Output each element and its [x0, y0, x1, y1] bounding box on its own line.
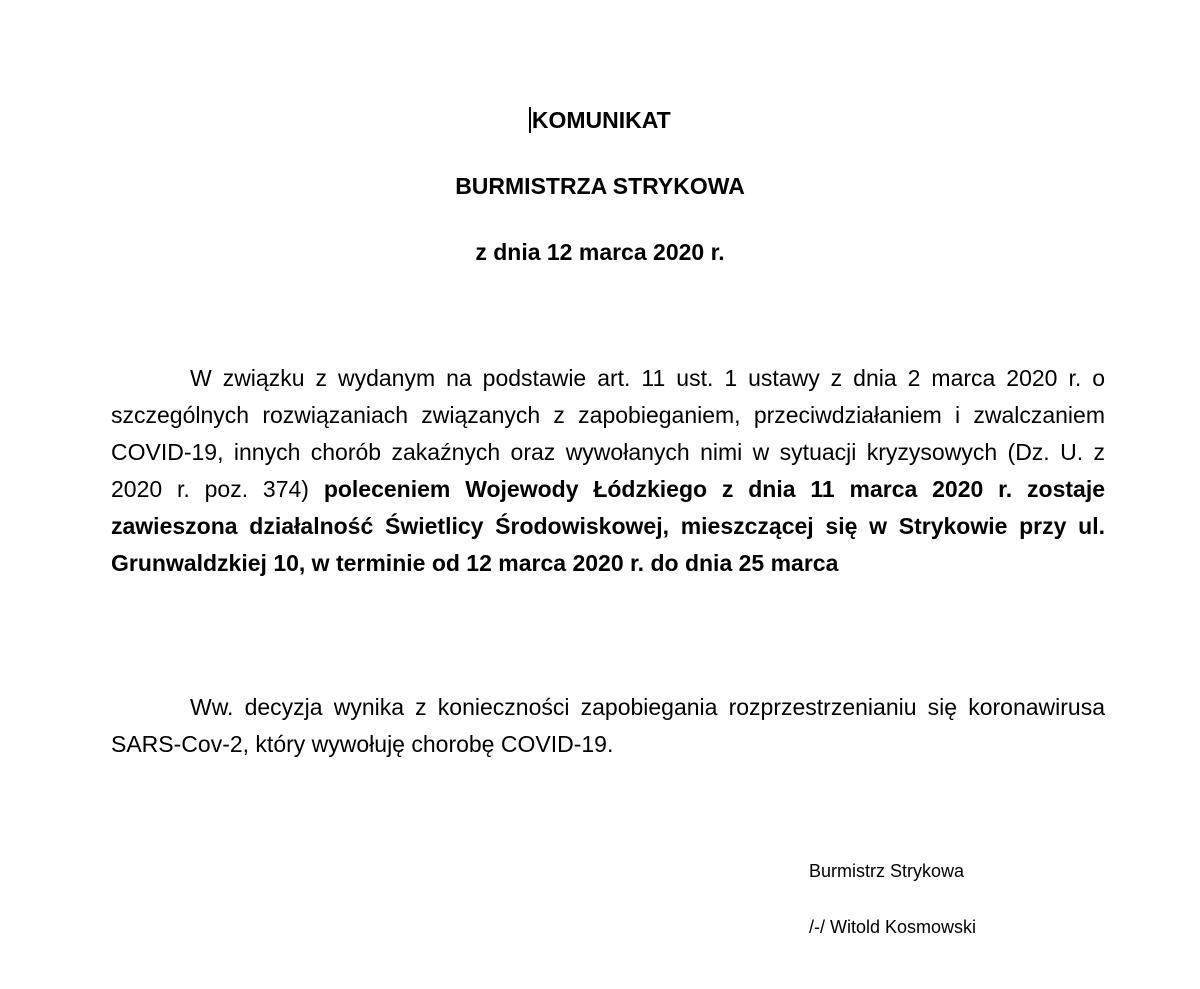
body-paragraph-2: Ww. decyzja wynika z konieczności zapobiegania rozprzestrzenianiu się koronawirusa SARS-Cov-2, który wywołuję chorobę COVID-19.: [111, 694, 1105, 757]
text-cursor: [529, 107, 531, 133]
body-paragraph-1: [111, 360, 1105, 582]
document-title-text: KOMUNIKAT: [531, 107, 671, 133]
document-title: [0, 106, 1200, 134]
paragraph-1-bold-text: poleceniem Wojewody Łódzkiego z dnia 11 marca 2020 r. zostaje zawieszona działalność Świetlicy Środowiskowej, mieszczącej się w Strykowie przy ul. Grunwaldzkiej 10, w terminie od 12 marca 2020 r. do dnia 25 marca: [111, 476, 1105, 576]
signature-name: /-/ Witold Kosmowski: [809, 917, 977, 937]
paragraph-1-regular-text: W związku z wydanym na podstawie art. 11 ust. 1 ustawy z dnia 2 marca 2020 r. o szczególnych rozwiązaniach związanych z zapobieganiem, przeciwdziałaniem i zwalczaniem COVID-19, innych chorób zakaźnych oraz wywołanych nimi w sytuacji kryzysowych (Dz. U. z 2020 r. poz. 374): [111, 365, 1105, 502]
document-subtitle: BURMISTRZA STRYKOWA: [455, 173, 745, 199]
document-date: z dnia 12 marca 2020 r.: [475, 239, 725, 265]
signature-role: Burmistrz Strykowa: [809, 861, 965, 881]
